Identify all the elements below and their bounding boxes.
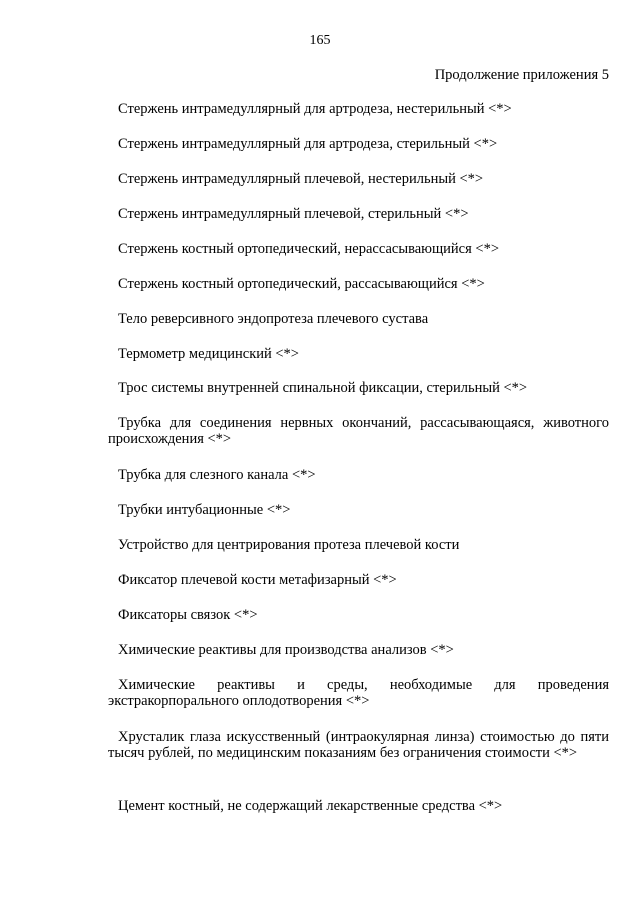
list-item: Хрусталик глаза искусственный (интраокулярная линза) стоимостью до пяти тысяч рублей, по медицинским показаниям без ограничения стоимости <*> (108, 729, 609, 761)
list-item: Трубка для соединения нервных окончаний, рассасывающаяся, животного происхождения <*> (108, 415, 609, 447)
list-item: Трос системы внутренней спинальной фиксации, стерильный <*> (118, 380, 528, 396)
list-item: Тело реверсивного эндопротеза плечевого сустава (118, 311, 429, 327)
list-item: Стержень интрамедуллярный плечевой, стерильный <*> (118, 206, 469, 222)
list-item: Фиксаторы связок <*> (118, 607, 258, 623)
list-item: Фиксатор плечевой кости метафизарный <*> (118, 572, 397, 588)
list-item: Цемент костный, не содержащий лекарственные средства <*> (118, 798, 503, 814)
list-item: Стержень интрамедуллярный для артродеза, стерильный <*> (118, 136, 498, 152)
list-item: Стержень интрамедуллярный плечевой, нестерильный <*> (118, 171, 484, 187)
list-item: Стержень костный ортопедический, рассасывающийся <*> (118, 276, 485, 292)
list-item: Трубка для слезного канала <*> (118, 467, 316, 483)
page-number: 165 (309, 33, 331, 48)
list-item: Термометр медицинский <*> (118, 346, 299, 362)
list-item: Стержень интрамедуллярный для артродеза, нестерильный <*> (118, 101, 512, 117)
list-item: Химические реактивы для производства анализов <*> (118, 642, 454, 658)
list-item: Трубки интубационные <*> (118, 502, 291, 518)
list-item: Стержень костный ортопедический, нерассасывающийся <*> (118, 241, 500, 257)
list-item: Устройство для центрирования протеза плечевой кости (118, 537, 460, 553)
appendix-continuation-note: Продолжение приложения 5 (434, 67, 609, 83)
list-item: Химические реактивы и среды, необходимые для проведения экстракорпорального оплодотворения <*> (108, 677, 609, 709)
